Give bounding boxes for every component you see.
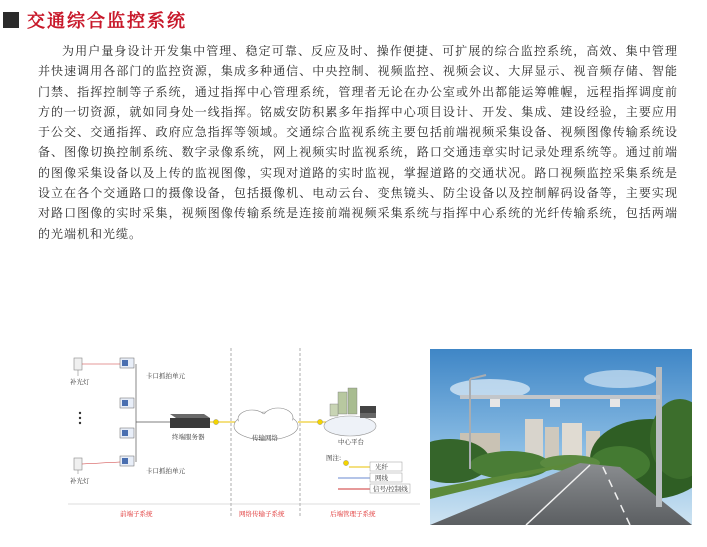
road-gantry-photo [430,349,692,525]
capture-unit-top-label: 卡口抓拍单元 [146,372,185,380]
section-back-label: 后端管理子系统 [330,510,376,518]
terminal-server-label: 终端服务器 [172,433,205,441]
gantry-arm [460,395,660,399]
diagram-legend [326,453,410,493]
system-diagram [68,346,420,524]
section-header [3,8,187,32]
bullet-square-icon [3,12,19,28]
legend-network: 网线 [375,474,388,482]
legend-signal: 信号/控制线 [373,485,408,493]
fill-light-bottom-label: 补光灯 [70,477,90,485]
section-network-label: 网络传输子系统 [239,510,285,518]
legend-fiber: 光纤 [375,463,388,471]
capture-unit-bottom-label: 卡口抓拍单元 [146,467,185,475]
camera-icon [120,456,134,466]
gantry-pole [656,367,662,507]
page-title: 交通综合监控系统 [27,11,187,32]
camera-icon [120,358,134,368]
legend-title: 图注: [326,454,342,462]
fiber-connector-icon [213,419,218,424]
center-platform-label: 中心平台 [338,438,364,446]
section-front-label: 前端子系统 [120,510,153,518]
camera-icon [490,399,500,407]
fill-light-top-icon [74,358,82,376]
intro-paragraph: 为用户量身设计开发集中管理、稳定可靠、反应及时、操作便捷、可扩展的综合监控系统，高效、集中管理并快速调用各部门的监控资源，集成多种通信、中央控制、视频监控、视频会议、大屏显示、视音频存储、智能门禁、指挥控制等子系统，通过指挥中心管理系统，管理者无论在办公室或外出都能运筹帷幄，远程指挥调度前方的一切资源，就如同身处一线指挥。铭威安防积累多年指挥中心项目设计、开发、集成、建设经验，主要应用于公交、交通指挥、政府应急指挥等领域。交通综合监视系统主要包括前端视频采集设备、视频图像传输系统设备、图像切换控制系统、数字录像系统，网上视频实时监视系统，路口交通违章实时记录处理系统等。通过前端的图像采集设备以及上传的监视图像，实现对道路的实时监视，掌握道路的交通状况。路口视频监控采集系统是设立在各个交通路口的摄像设备，包括摄像机、电动云台、变焦镜头、防尘设备以及控制解码设备等，主要实现对路口图像的实时采集，视频图像传输系统是连接前端视频采集系统与指挥中心系统的光纤传输系统，包括两端的光端机和光缆。 [38,44,678,241]
transmission-network-label: 传输网络 [252,434,278,442]
fill-light-bottom-icon [74,458,82,474]
server-icon [170,414,210,428]
camera-icon [120,428,134,438]
camera-icon [120,398,134,408]
camera-icon [550,399,560,407]
center-platform-icon [324,388,376,436]
camera-icon [610,399,620,407]
fill-light-top-label: 补光灯 [70,378,90,386]
fiber-connector-icon [317,419,322,424]
